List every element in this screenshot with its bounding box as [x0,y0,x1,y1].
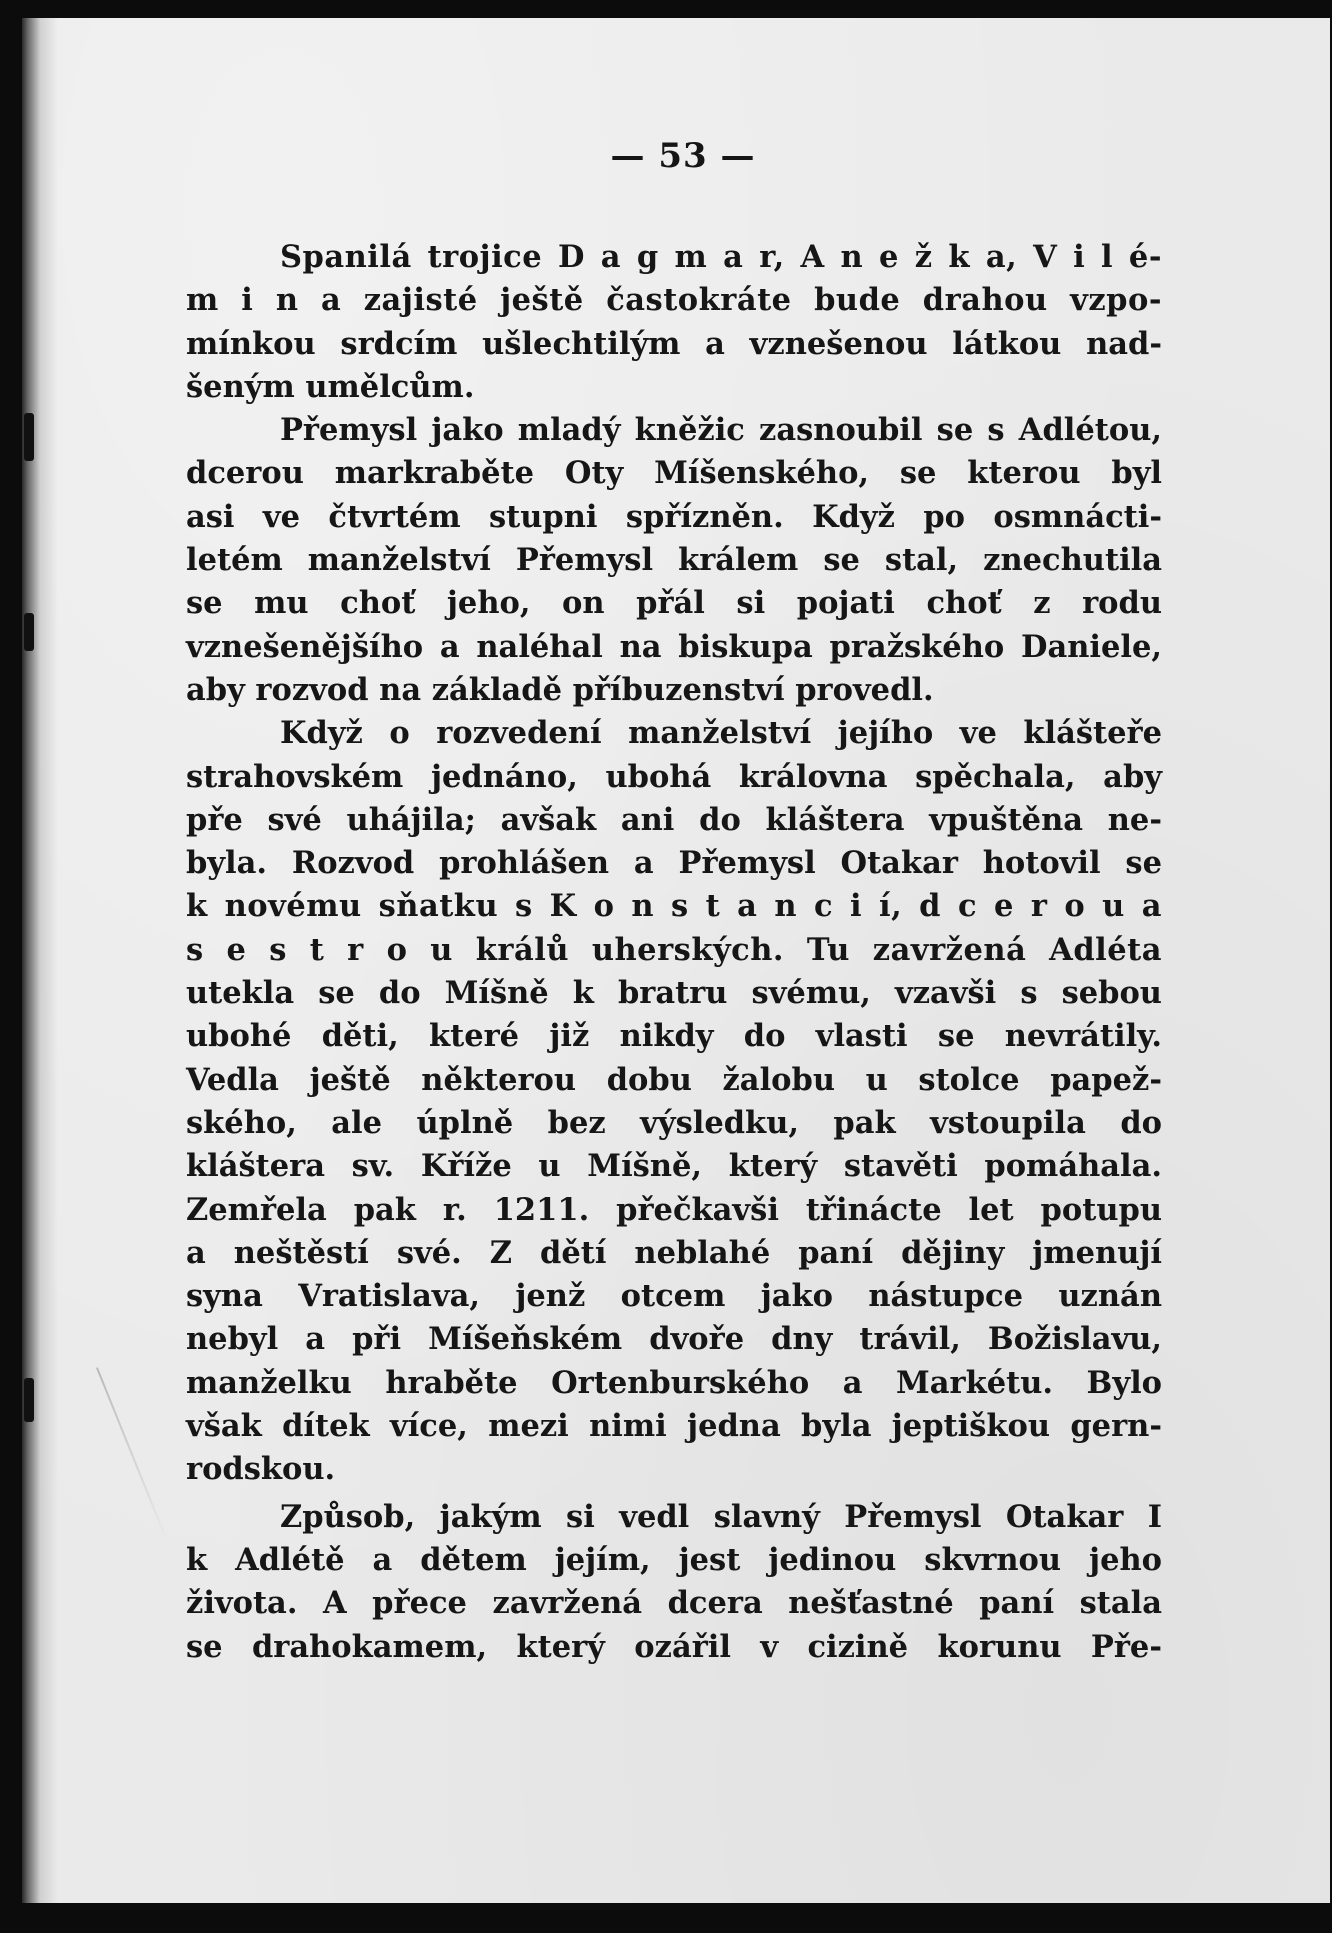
text-line: rodskou. [186,1451,336,1488]
text-line: mínkou srdcím ušlechtilým a vznešenou látkou nad- [186,325,1162,362]
edge-mark [24,613,34,651]
text-line: manželku hraběte Ortenburského a Markétu. Bylo [186,1364,1162,1401]
text-line: Zemřela pak r. 1211. přečkavši třinácte let potupu [186,1191,1162,1228]
text-line: se mu choť jeho, on přál si pojati choť z rodu [186,585,1162,622]
text-line: života. A přece zavržená dcera nešťastné paní stala [186,1585,1162,1622]
text-line: dcerou markraběte Oty Míšenského, se kterou byl [186,455,1162,492]
text-line: šeným umělcům. [186,368,475,405]
text-line: však dítek více, mezi nimi jedna byla jeptiškou gern- [186,1408,1162,1445]
book-page [22,18,1330,1903]
text-line: syna Vratislava, jenž otcem jako nástupce uznán [186,1278,1162,1315]
text-line: utekla se do Míšně k bratru svému, vzavši s sebou [186,975,1162,1012]
text-line: s e s t r o u králů uherských. Tu zavržená Adléta [186,931,1162,968]
text-line: m i n a zajisté ještě častokráte bude drahou vzpo- [186,282,1162,319]
text-line: strahovském jednáno, ubohá královna spěchala, aby [186,758,1162,795]
text-line: Způsob, jakým si vedl slavný Přemysl Otakar I [280,1498,1162,1535]
paper-scratch [96,1367,169,1544]
text-line: aby rozvod na základě příbuzenství provedl. [186,671,934,708]
text-line: ubohé děti, které již nikdy do vlasti se nevrátily. [186,1018,1162,1055]
text-line: asi ve čtvrtém stupni spřízněn. Když po osmnácti- [186,498,1162,535]
edge-mark [24,1378,34,1422]
page-number: — 53 — [610,136,756,176]
text-line: letém manželství Přemysl králem se stal, znechutila [186,542,1162,579]
text-line: k novému sňatku s K o n s t a n c i í, d c e r o u a [186,888,1162,925]
binding-shadow [22,18,58,1903]
text-line: nebyl a při Míšeňském dvoře dny trávil, Božislavu, [186,1321,1162,1358]
edge-mark [24,413,34,461]
text-line: se drahokamem, který ozářil v cizině korunu Pře- [186,1628,1162,1665]
text-line: a neštěstí své. Z dětí neblahé paní dějiny jmenují [186,1234,1162,1271]
text-line: k Adlétě a dětem jejím, jest jedinou skvrnou jeho [186,1541,1162,1578]
text-line: ského, ale úplně bez výsledku, pak vstoupila do [186,1104,1162,1141]
text-line: Když o rozvedení manželství jejího ve klášteře [280,715,1162,752]
text-line: Spanilá trojice D a g m a r, A n e ž k a, V i l é- [280,239,1162,275]
text-line: Přemysl jako mladý kněžic zasnoubil se s Adlétou, [280,412,1162,449]
text-line: byla. Rozvod prohlášen a Přemysl Otakar hotovil se [186,845,1162,882]
text-line: vznešenějšího a naléhal na biskupa pražského Daniele, [186,628,1162,665]
body-text [186,236,1162,1669]
text-line: kláštera sv. Kříže u Míšně, který stavěti pomáhala. [186,1148,1162,1185]
text-line: pře své uhájila; avšak ani do kláštera vpuštěna ne- [186,801,1162,838]
text-line: Vedla ještě některou dobu žalobu u stolce papež- [186,1061,1162,1098]
